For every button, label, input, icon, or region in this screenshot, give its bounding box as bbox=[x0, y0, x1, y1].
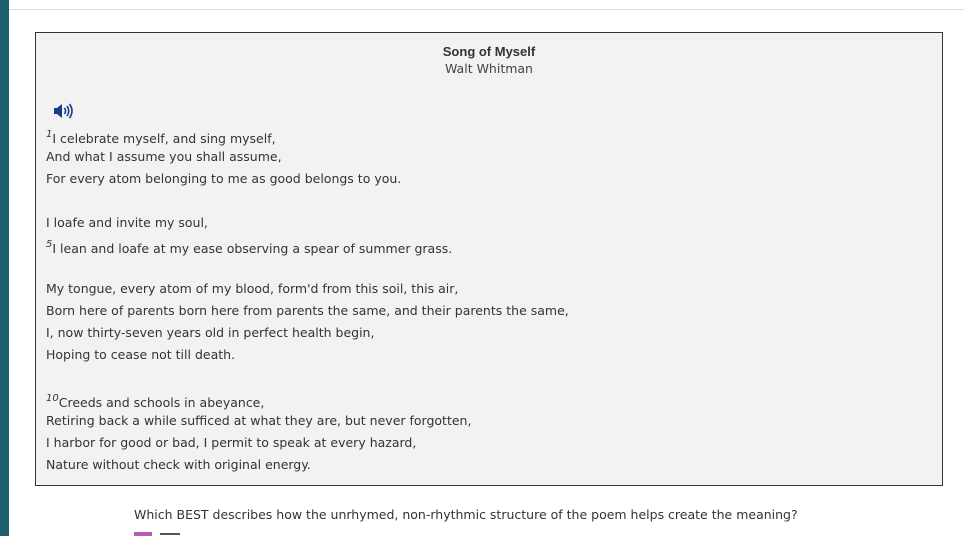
line-text: I loafe and invite my soul, bbox=[46, 215, 208, 230]
left-sidebar-bar bbox=[0, 0, 9, 536]
top-divider bbox=[9, 9, 964, 10]
line-text: Retiring back a while sufficed at what they are, but never forgotten, bbox=[46, 413, 472, 428]
poem-line bbox=[46, 278, 569, 300]
line-text: Born here of parents born here from parents the same, and their parents the same, bbox=[46, 303, 569, 318]
line-text: I harbor for good or bad, I permit to speak at every hazard, bbox=[46, 435, 417, 450]
line-text: I lean and loafe at my ease observing a spear of summer grass. bbox=[52, 241, 453, 256]
line-text: Hoping to cease not till death. bbox=[46, 347, 236, 362]
line-text: I celebrate myself, and sing myself, bbox=[52, 131, 276, 146]
poem-line bbox=[46, 146, 569, 168]
poem-body bbox=[46, 124, 569, 498]
poem-line bbox=[46, 168, 569, 190]
poem-stanza bbox=[46, 124, 569, 190]
poem-line bbox=[46, 344, 569, 366]
line-number: 1 bbox=[46, 129, 53, 140]
poem-line bbox=[46, 454, 569, 476]
poem-stanza bbox=[46, 278, 569, 366]
poem-line bbox=[46, 300, 569, 322]
line-number: 5 bbox=[46, 239, 53, 250]
poem-stanza bbox=[46, 212, 569, 256]
poem-line bbox=[46, 234, 569, 256]
line-text: I, now thirty-seven years old in perfect health begin, bbox=[46, 325, 375, 340]
poem-title: Song of Myself bbox=[442, 44, 536, 59]
line-text: Nature without check with original energy. bbox=[46, 457, 311, 472]
answer-marker bbox=[134, 532, 152, 536]
poem-line bbox=[46, 388, 569, 410]
question-prompt: Which BEST describes how the unrhymed, non-rhythmic structure of the poem helps create the meaning? bbox=[134, 507, 798, 522]
poem-line bbox=[46, 432, 569, 454]
line-text: Creeds and schools in abeyance, bbox=[58, 395, 265, 410]
speaker-icon[interactable] bbox=[51, 100, 75, 122]
line-text: My tongue, every atom of my blood, form'd from this soil, this air, bbox=[46, 281, 459, 296]
line-text: For every atom belonging to me as good belongs to you. bbox=[46, 171, 402, 186]
line-text: And what I assume you shall assume, bbox=[46, 149, 282, 164]
poem-line bbox=[46, 410, 569, 432]
scroll-hint bbox=[160, 533, 180, 535]
passage-panel bbox=[35, 32, 943, 486]
poem-line bbox=[46, 322, 569, 344]
poem-line bbox=[46, 212, 569, 234]
poem-stanza bbox=[46, 388, 569, 476]
poem-line bbox=[46, 124, 569, 146]
line-number: 10 bbox=[46, 393, 59, 404]
poem-author: Walt Whitman bbox=[445, 61, 533, 76]
